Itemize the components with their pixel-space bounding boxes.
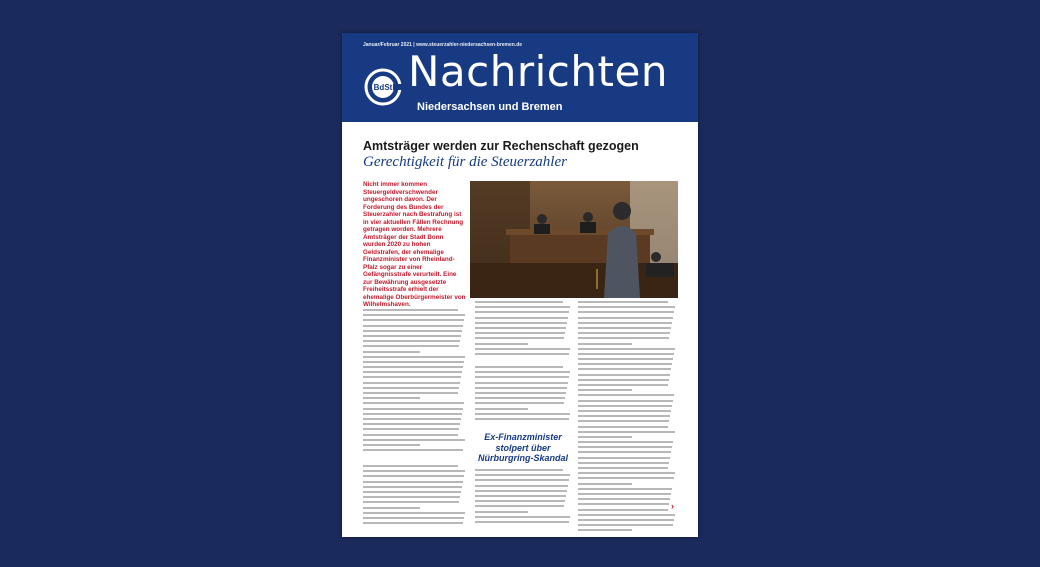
text-line — [475, 397, 565, 399]
text-line — [363, 309, 458, 311]
text-line — [475, 495, 566, 497]
article-subheadline: Gerechtigkeit für die Steuerzahler — [363, 154, 567, 170]
text-line — [578, 431, 675, 433]
text-line — [578, 327, 671, 329]
text-line — [578, 467, 668, 469]
text-line — [363, 517, 464, 519]
issue-line: Januar/Februar 2021 | www.steuerzahler-niedersachsen-bremen.de — [363, 42, 523, 48]
text-line — [475, 521, 569, 523]
text-line — [363, 366, 463, 368]
text-line — [578, 363, 672, 365]
text-line — [363, 423, 460, 425]
text-line — [578, 457, 670, 459]
text-line — [578, 389, 632, 391]
text-line — [363, 413, 462, 415]
text-line — [475, 337, 564, 339]
text-line — [475, 392, 566, 394]
text-line — [475, 387, 567, 389]
text-line — [475, 469, 563, 471]
text-line — [475, 413, 570, 415]
body-column-3 — [578, 301, 676, 537]
text-line — [475, 382, 568, 384]
text-line — [578, 317, 673, 319]
text-line — [475, 371, 570, 373]
text-line — [363, 481, 463, 483]
text-line — [578, 379, 669, 381]
text-line — [475, 516, 570, 518]
text-line — [578, 301, 668, 303]
text-line — [578, 353, 674, 355]
text-line — [363, 314, 465, 316]
newsletter-title: Nachrichten — [408, 47, 668, 96]
text-line — [475, 366, 563, 368]
text-line — [475, 474, 570, 476]
article-headline: Amtsträger werden zur Rechenschaft gezogen — [363, 139, 639, 153]
text-line — [475, 500, 565, 502]
text-line — [363, 356, 465, 358]
text-line — [578, 311, 674, 313]
chevron-right-icon[interactable]: › — [671, 501, 674, 511]
text-line — [475, 402, 564, 404]
text-line — [578, 451, 671, 453]
text-line — [578, 446, 672, 448]
text-line — [578, 332, 670, 334]
text-line — [578, 415, 670, 417]
text-line — [475, 301, 563, 303]
text-line — [363, 512, 465, 514]
text-line — [363, 439, 465, 441]
text-line — [363, 408, 463, 410]
text-line — [578, 306, 675, 308]
text-line — [363, 351, 420, 353]
text-line — [578, 519, 674, 521]
body-column-2-bottom — [475, 469, 571, 531]
text-line — [475, 322, 567, 324]
text-line — [475, 505, 564, 507]
text-line — [475, 376, 569, 378]
text-line — [475, 511, 528, 513]
text-line — [475, 332, 565, 334]
text-line — [475, 353, 569, 355]
text-line — [363, 387, 459, 389]
text-line — [363, 470, 465, 472]
text-line — [363, 496, 460, 498]
text-line — [578, 384, 668, 386]
body-column-1-top — [363, 309, 466, 459]
text-line — [363, 382, 460, 384]
newsletter-subtitle: Niedersachsen und Bremen — [417, 101, 563, 113]
text-line — [363, 428, 459, 430]
text-line — [578, 436, 632, 438]
text-line — [578, 374, 670, 376]
text-line — [578, 503, 669, 505]
body-column-2-top — [475, 301, 571, 361]
text-line — [578, 483, 632, 485]
text-line — [475, 317, 568, 319]
text-line — [363, 361, 464, 363]
text-line — [363, 376, 461, 378]
text-line — [363, 507, 420, 509]
text-line — [578, 472, 675, 474]
text-line — [475, 327, 566, 329]
text-line — [363, 449, 463, 451]
text-line — [475, 408, 528, 410]
pull-quote: Ex-Finanzminister stolpert über Nürburgring-Skandal — [477, 432, 568, 463]
text-line — [363, 444, 420, 446]
text-line — [578, 529, 632, 531]
text-line — [578, 441, 673, 443]
body-column-2-mid — [475, 366, 571, 426]
text-line — [475, 418, 569, 420]
text-line — [578, 420, 669, 422]
article-intro: Nicht immer kommen Steuergeldverschwender ungeschoren davon. Der Forderung des Bundes der Steuerzahler nach Bestrafung ist in vier aktuellen Fällen Rechnung getragen worden. Mehrere Amtsträger der Stadt Bonn wurden 2020 zu hohen Geldstrafen, der ehemalige Finanzminister von Rheinland-Pfalz sogar zu einer Gefängnisstrafe verurteilt. Eine zur Bewährung ausgesetzte Freiheitsstrafe erhielt der ehemalige Oberbürgermeister von Wilhelmshaven. — [363, 181, 466, 308]
text-line — [578, 322, 672, 324]
text-line — [363, 392, 458, 394]
text-line — [578, 348, 675, 350]
text-line — [578, 524, 673, 526]
text-line — [363, 491, 461, 493]
text-line — [578, 426, 668, 428]
body-column-1-bottom — [363, 465, 466, 531]
text-line — [578, 405, 672, 407]
text-line — [363, 345, 459, 347]
text-line — [363, 319, 464, 321]
text-line — [363, 475, 464, 477]
text-line — [363, 335, 461, 337]
text-line — [578, 358, 673, 360]
text-line — [475, 479, 569, 481]
text-line — [475, 311, 569, 313]
courtroom-photo — [470, 181, 678, 298]
text-line — [363, 330, 462, 332]
logo-text: BdSt — [373, 83, 393, 92]
text-line — [363, 397, 420, 399]
text-line — [578, 462, 669, 464]
text-line — [578, 509, 668, 511]
text-line — [475, 306, 570, 308]
text-line — [578, 400, 673, 402]
bdst-logo — [363, 67, 403, 107]
text-line — [363, 486, 462, 488]
text-line — [363, 501, 459, 503]
text-line — [363, 371, 462, 373]
text-line — [578, 477, 674, 479]
text-line — [363, 465, 458, 467]
text-line — [363, 434, 458, 436]
text-line — [475, 485, 568, 487]
text-line — [475, 490, 567, 492]
text-line — [363, 325, 463, 327]
text-line — [578, 337, 669, 339]
text-line — [578, 514, 675, 516]
text-line — [578, 498, 670, 500]
text-line — [578, 488, 672, 490]
newsletter-page — [342, 33, 698, 537]
text-line — [578, 410, 671, 412]
text-line — [578, 343, 632, 345]
text-line — [578, 493, 671, 495]
text-line — [578, 394, 674, 396]
text-line — [475, 343, 528, 345]
text-line — [363, 418, 461, 420]
masthead — [342, 33, 698, 122]
text-line — [475, 348, 570, 350]
text-line — [363, 402, 464, 404]
text-line — [363, 522, 463, 524]
text-line — [363, 340, 460, 342]
text-line — [578, 368, 671, 370]
